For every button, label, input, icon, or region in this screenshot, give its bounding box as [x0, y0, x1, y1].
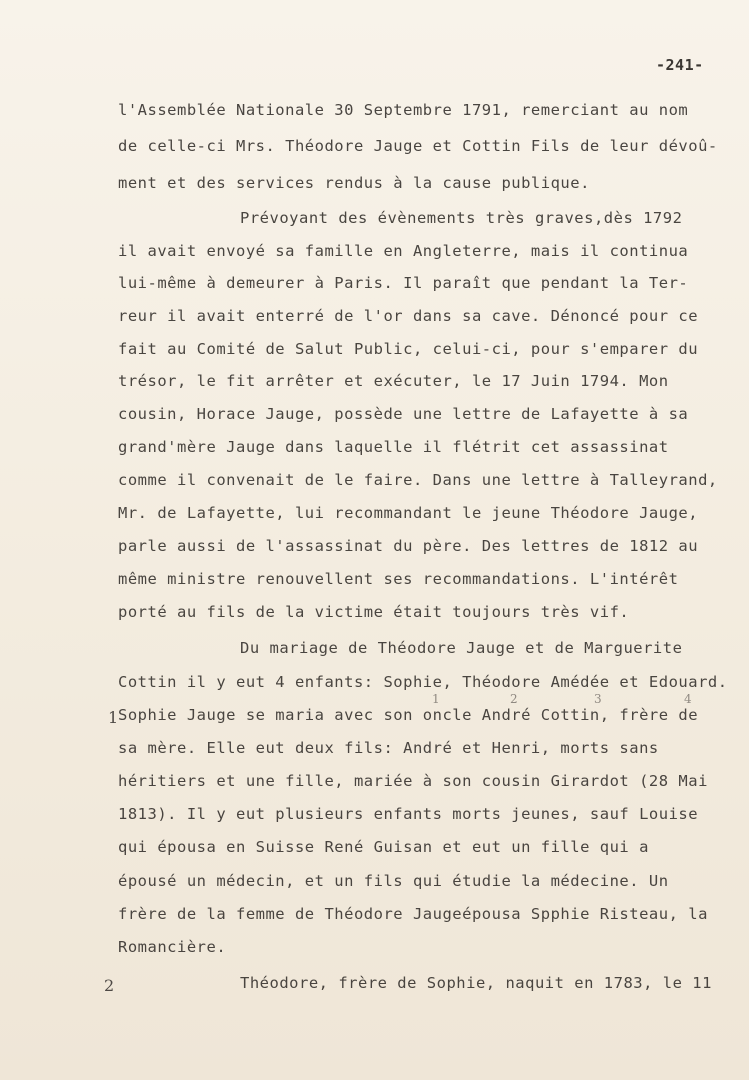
text-line: trésor, le fit arrêter et exécuter, le 17 Juin 1794. Mon — [118, 372, 669, 390]
text-line: sa mère. Elle eut deux fils: André et Henri, morts sans — [118, 739, 659, 757]
text-line: Du mariage de Théodore Jauge et de Marguerite — [240, 639, 683, 657]
text-line: Sophie Jauge se maria avec son oncle André Cottin, frère de — [118, 706, 699, 724]
text-line: héritiers et une fille, mariée à son cousin Girardot (28 Mai — [118, 772, 708, 790]
text-line: Prévoyant des évènements très graves,dès 1792 — [240, 209, 683, 227]
text-line: 1813). Il y eut plusieurs enfants morts jeunes, sauf Louise — [118, 805, 699, 823]
text-line: de celle-ci Mrs. Théodore Jauge et Cottin Fils de leur dévoû- — [118, 137, 718, 155]
text-line: reur il avait enterré de l'or dans sa cave. Dénoncé pour ce — [118, 307, 699, 325]
text-line: grand'mère Jauge dans laquelle il flétrit cet assassinat — [118, 438, 669, 456]
text-line: qui épousa en Suisse René Guisan et eut un fille qui a — [118, 838, 649, 856]
text-line: il avait envoyé sa famille en Angleterre, mais il continua — [118, 242, 689, 260]
text-line: Théodore, frère de Sophie, naquit en 1783, le 11 — [240, 974, 712, 992]
annotation: 1 — [432, 692, 440, 706]
page-number: -241- — [656, 56, 704, 74]
text-line: Cottin il y eut 4 enfants: Sophie, Théodore Amédée et Edouard. — [118, 673, 728, 691]
text-line: porté au fils de la victime était toujours très vif. — [118, 603, 630, 621]
margin-mark: 1 — [108, 708, 119, 727]
text-line: cousin, Horace Jauge, possède une lettre de Lafayette à sa — [118, 405, 689, 423]
annotation: 2 — [510, 692, 518, 706]
text-line: lui-même à demeurer à Paris. Il paraît que pendant la Ter- — [118, 274, 689, 292]
annotation: 3 — [594, 692, 602, 706]
text-line: fait au Comité de Salut Public, celui-ci, pour s'emparer du — [118, 340, 699, 358]
annotation: 4 — [684, 692, 692, 706]
text-line: épousé un médecin, et un fils qui étudie la médecine. Un — [118, 872, 669, 890]
text-line: l'Assemblée Nationale 30 Septembre 1791, remerciant au nom — [118, 101, 689, 119]
margin-mark: 2 — [104, 976, 115, 995]
text-line: Mr. de Lafayette, lui recommandant le jeune Théodore Jauge, — [118, 504, 699, 522]
text-line: comme il convenait de le faire. Dans une lettre à Talleyrand, — [118, 471, 718, 489]
text-line: même ministre renouvellent ses recommandations. L'intérêt — [118, 570, 679, 588]
text-line: frère de la femme de Théodore Jaugeépousa Spphie Risteau, la — [118, 905, 708, 923]
text-line: ment et des services rendus à la cause publique. — [118, 174, 590, 192]
text-line: Romancière. — [118, 938, 227, 956]
text-line: parle aussi de l'assassinat du père. Des lettres de 1812 au — [118, 537, 699, 555]
